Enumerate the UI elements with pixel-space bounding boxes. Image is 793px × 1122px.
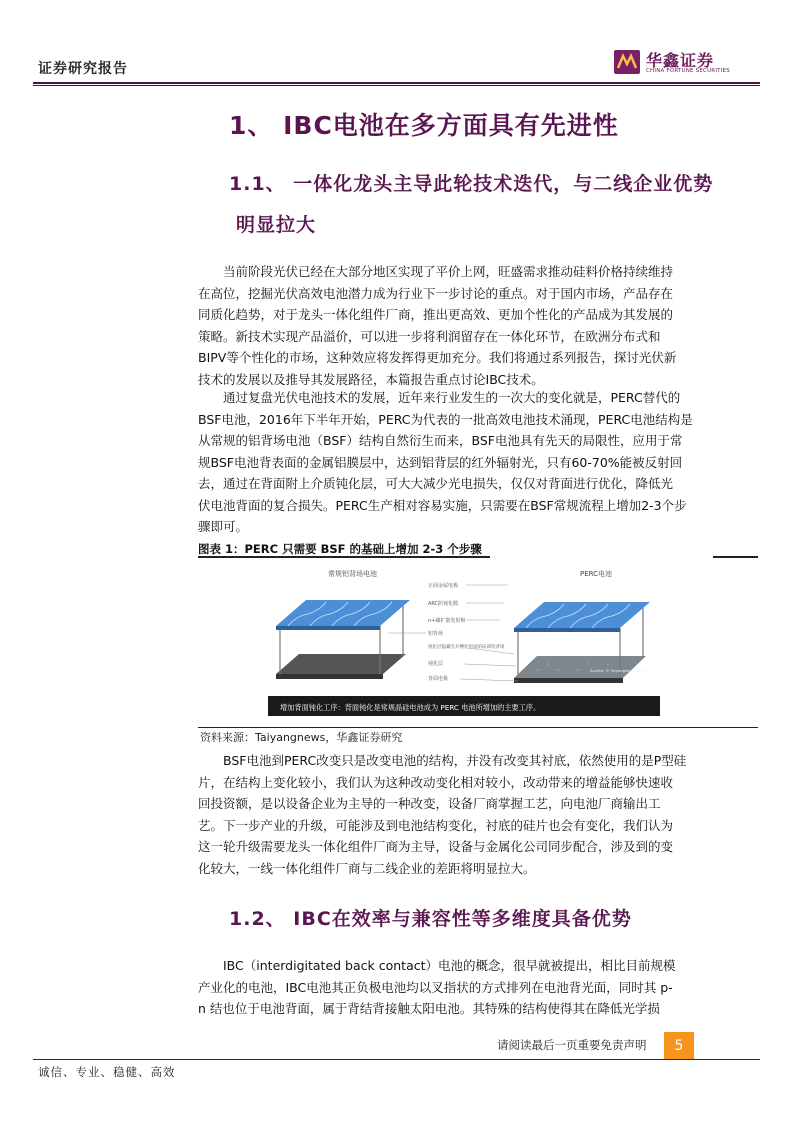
label-emitter: n+磷扩散发射极 xyxy=(428,618,466,624)
company-logo xyxy=(614,48,764,78)
paragraph-line: BSF电池，2016年下半年开始，PERC为代表的一批高效电池技术涌现，PERC电池结构是 xyxy=(198,411,693,427)
section-heading-1-2: 1.2、 IBC在效率与兼容性等多维度具备优势 xyxy=(229,908,632,930)
section-heading-1: 1、 IBC电池在多方面具有先进性 xyxy=(229,111,619,140)
paragraph-line: 去，通过在背面附上介质钝化层，可大大减少光电损失，仅仅对背面进行优化，降低光 xyxy=(198,476,674,491)
header-divider-thin xyxy=(33,85,760,86)
figure-rule-top xyxy=(198,556,490,558)
paragraph-line: BSF电池到PERC改变只是改变电池的结构，并没有改变其衬底，依然使用的是P型硅 xyxy=(198,753,687,768)
label-passivation: 钝化层 xyxy=(428,661,444,667)
paragraph-line: 片，在结构上变化较小，我们认为这种改动变化相对较小，改动带来的增益能够快速收 xyxy=(198,774,674,790)
right-base-plate xyxy=(514,656,646,678)
figure-rule-bottom xyxy=(198,727,758,728)
section-heading-1-1-line1: 1.1、 一体化龙头主导此轮技术迭代，与二线企业优势 xyxy=(229,173,714,195)
label-back-electrode: 背面电极 xyxy=(428,676,449,682)
paragraph-line: 骤即可。 xyxy=(198,519,249,534)
company-motto: 诚信、专业、稳健、高效 xyxy=(38,1065,176,1079)
paragraph-line: 策略。新技术实现产品溢价，可以进一步将利润留存在一体化环节，在欧洲分布式和 xyxy=(198,328,661,344)
figure-source: 资料来源：Taiyangnews，华鑫证券研究 xyxy=(200,731,403,744)
paragraph-line: 技术的发展以及推导其发展路径，本篇报告重点讨论IBC技术。 xyxy=(198,371,544,387)
footer-divider xyxy=(33,1059,760,1060)
label-al-bsf: 铝背场 xyxy=(428,631,444,637)
diagram-copyright: Source: © TaiyangNews 2017 xyxy=(590,668,647,673)
label-arc: ARC防钝化膜 xyxy=(428,601,459,607)
section-heading-1-1-line2: 明显拉大 xyxy=(236,214,317,236)
logo-mark-icon xyxy=(614,50,640,74)
page-number: 5 xyxy=(664,1032,694,1060)
paragraph-line: 艺。下一步产业的升级，可能涉及到电池结构变化，衬底的硅片也会有变化，我们认为 xyxy=(198,817,674,833)
paragraph-line: 回投资额，是以设备企业为主导的一种改变，设备厂商掌握工艺，向电池厂商输出工 xyxy=(198,796,661,811)
paragraph-line: BIPV等个性化的市场，这种效应将发挥得更加充分。我们将通过系列报告，探讨光伏新 xyxy=(198,350,677,365)
paragraph-2 xyxy=(198,387,758,538)
bsf-perc-diagram xyxy=(268,566,660,716)
diagram-banner-text: 增加背面钝化工序：背面钝化是常规晶硅电池成为 PERC 电池所增加的主要工序。 xyxy=(280,703,541,712)
paragraph-line: 当前阶段光伏已经在大部分地区实现了平价上网，旺盛需求推动硅料价格持续维持 xyxy=(198,264,674,279)
header-divider xyxy=(33,82,760,84)
paragraph-line: IBC（interdigitated back contact）电池的概念，很早就被提出，相比目前规模 xyxy=(198,958,676,973)
diagram-right-title: PERC电池 xyxy=(580,570,613,578)
paragraph-line: 伏电池背面的复合损失。PERC生产相对容易实施，只需要在BSF常规流程上增加2-3个步 xyxy=(198,497,687,513)
logo-name-en: CHINA FORTUNE SECURITIES xyxy=(646,68,730,74)
paragraph-line: 同质化趋势，对于龙头一体化组件厂商，推出更高效、更加个性化的产品成为其发展的 xyxy=(198,307,674,322)
figure-caption: 图表 1：PERC 只需要 BSF 的基础上增加 2-3 个步骤 xyxy=(198,542,482,556)
paragraph-3 xyxy=(198,750,758,879)
paragraph-line: 化较大，一线一体化组件厂商与二线企业的差距将明显拉大。 xyxy=(198,860,536,876)
paragraph-1 xyxy=(198,261,758,390)
label-local-bsf: 钝化层隐藏光开槽处形成的局部铝背场 xyxy=(428,645,505,650)
left-base-edge xyxy=(276,674,383,679)
logo-name-cn: 华鑫证券 xyxy=(646,51,715,70)
paragraph-line: n 结也位于电池背面，属于背结背接触太阳电池。其特殊的结构使得其在降低光学损 xyxy=(198,1001,660,1016)
paragraph-line: 这一轮升级需要龙头一体化组件厂商为主导，设备与金属化公司同步配合，涉及到的变 xyxy=(198,839,674,854)
paragraph-4 xyxy=(198,955,758,1020)
disclaimer-note: 请阅读最后一页重要免责声明 xyxy=(497,1038,647,1052)
figure-rule-top-right xyxy=(713,556,758,558)
paragraph-line: 通过复盘光伏电池技术的发展，近年来行业发生的一次大的变化就是，PERC替代的 xyxy=(198,390,681,405)
label-front-electrode: 正面金属电极 xyxy=(428,583,459,589)
diagram-left-title: 常规铝背场电池 xyxy=(328,570,377,578)
report-type-label: 证券研究报告 xyxy=(38,61,128,77)
paragraph-line: 在高位，挖掘光伏高效电池潜力成为行业下一步讨论的重点。对于国内市场，产品存在 xyxy=(198,285,674,301)
paragraph-line: 产业化的电池，IBC电池其正负极电池均以叉指状的方式排列在电池背光面，同时其 p- xyxy=(198,979,673,995)
paragraph-line: 规BSF电池背表面的金属铝膜层中，达到铝背层的红外辐射光，只有60-70%能被反射回 xyxy=(198,454,683,470)
paragraph-line: 从常规的铝背场电池（BSF）结构自然衍生而来，BSF电池具有先天的局限性，应用于常 xyxy=(198,433,683,448)
